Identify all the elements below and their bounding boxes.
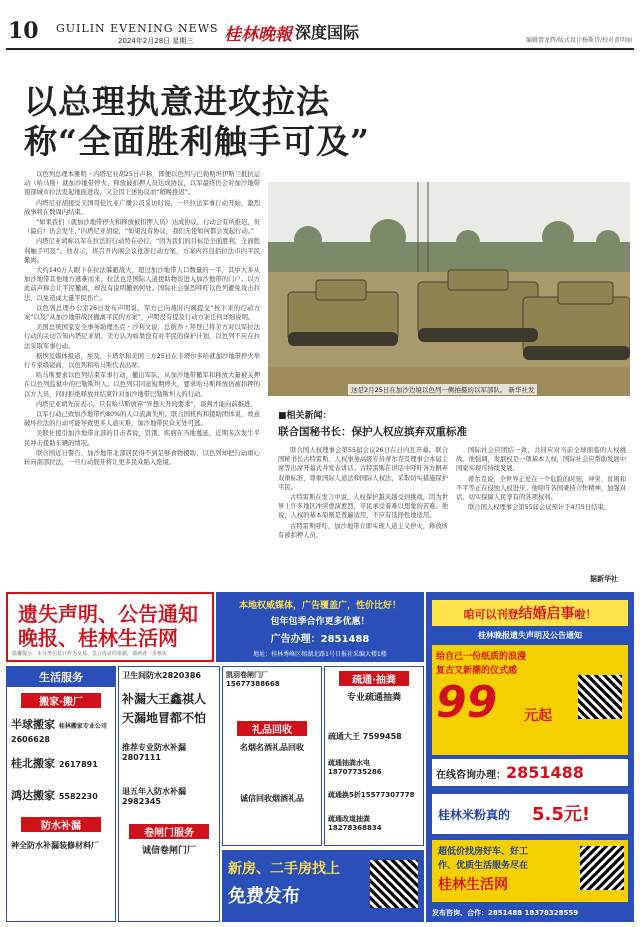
ad-col3-1: 凯羽卷闸门厂15677388668 (226, 671, 280, 688)
issue-date: 2024年2月28日 星期三 (118, 37, 194, 45)
ad-col2-1: 卫生间防水2820386 (122, 671, 201, 680)
headline-line-2: 称“全面胜利触手可及” (24, 122, 370, 161)
ad-center-address: 地址：桂林秀峰区榕湖北路1号日报社采编大楼1楼 (253, 651, 387, 658)
ad-waterproof-1: 神全防水补漏装修材料厂 (11, 841, 99, 850)
photo-caption: 这是2月25日在加沙边境以色列一侧拍摄的以军部队。 新华社发 (348, 384, 537, 395)
ad-lifenet-3: 桂林生活网 (438, 877, 508, 893)
paragraph: 以色列总理办公室26日发布声明说，军方已向战时内阁提交“按下来的行动方案”以及“从加沙地带战区撤离平民的方案”，声明没有提及行动方案任何详细说明。 (24, 304, 260, 322)
ad-center-line1: 本地权威媒体，广告覆盖广，性价比好！ (238, 601, 401, 611)
page-number: 10 (8, 18, 39, 44)
paragraph: 联合国近日警告，加沙地带北部居民得不到足够食物援助，以色列却把行动重心转向南部拉法，一旦行动展开将让更多民众陷入绝境。 (24, 449, 260, 467)
ad-lifenet-2: 作、优质生活服务尽在 (438, 861, 529, 871)
paragraph: 联合国人权理事会第55届会议26日在日内瓦开幕。联合国秘书长古特雷斯、人权事务高级专员蒂尔克及理事会本届主席等出席开幕式并发表讲话。古特雷斯在讲话中呼吁各方摒弃双重标准，尊重国际人道法和国际人权法，采取切实措施保护平民。 (278, 447, 448, 491)
qr-code-icon (580, 846, 624, 890)
paragraph: “如果我们（就加沙地带停火和释放被扣押人员）达成协议，行动会有所推迟，但（最后）仍会发生，”内塔尼亚胡说，“如果没有协议，我们无论如何都会发起行动。” (24, 219, 260, 236)
related-body-left (278, 446, 448, 582)
ad-doors-header: 卷闸门服务 (129, 824, 209, 839)
ad-moving-2 (7, 747, 115, 779)
paragraph: 内塔尼亚胡先前表示，只有哈马斯放弃“异想天开的要求”，谈判才能向前推进。 (36, 400, 257, 408)
headline-line-1: 以总理执意进攻拉法 (24, 82, 330, 121)
ad-housing-2: 免费发布 (228, 886, 300, 907)
ad-col2-5: 退五年入防水补漏2982345 (122, 787, 186, 806)
ad-center-phone: 广告办理：2851488 (270, 634, 370, 645)
paragraph: 以色列总理本雅明・内塔尼亚胡25日声称，即便以色列与巴勒斯坦伊斯兰抵抗运动（哈马斯）就加沙地带停火、释放被扣押人员达成协议，以军最终仍会对加沙地带南部城市拉法发起地面进攻，又会因上述协议而“稍晚推迟”。 (24, 171, 260, 197)
paragraph: 大约140万人眼下在拉法躲避战火，超过加沙地带人口数量的一半，其中大多从加沙地带其他地方逃难而来。拉法也是国际人道援助物资进入加沙地带的门户。以方此前声称会让平民撤离，却没有说明撤到何处。国际社会强烈呼吁以色列避免攻击拉法，以免造成大量平民伤亡。 (24, 267, 260, 302)
related-label: ■相关新闻： (278, 411, 332, 421)
ad-col2-3: 天漏地冒都不怕 (122, 711, 207, 725)
news-photo (268, 182, 630, 396)
tanks-illustration (268, 182, 630, 396)
ad-right-slogan: 桂林晚报遗失声明及公告通知 (478, 631, 582, 640)
paragraph: 以军行动已致加沙地带约80%的人口流离失所。联合国机构和援助团体说，故意破坏拉法的行动可能导致更多人道灾难，加沙地带民众无处可逃。 (24, 411, 260, 428)
paragraph: 美联社援引加沙地带北部的目击者说，饥饿、疾病在当地蔓延，近期多次发生平民冲击援助车辆的情况。 (24, 430, 260, 447)
section-title: 深度国际 (295, 23, 360, 42)
ad-lifenet-box (432, 840, 628, 902)
ad-lifenet-1: 超低价找房好车、好工 (438, 847, 529, 857)
ad-wedding-body (432, 645, 628, 755)
ad-banner-left (6, 592, 214, 662)
ad-moving-1-phone: 2606628 (11, 735, 50, 744)
related-source: 据新华社 (590, 575, 618, 583)
masthead-rule (6, 48, 634, 50)
ad-col4-3: 疏通抽粪水电18707735286 (328, 759, 382, 776)
paragraph: 蒂尔克说，全世界正处在一个危险的时刻，冲突、贫困和不平等正在侵蚀人权进步。他呼吁各国秉持合作精神，加强对话，切实保障人民享有的各项权利。 (456, 475, 626, 502)
ad-col3-2: 名烟名酒礼品回收 (240, 743, 304, 752)
ad-wedding-pre: 咱可以刊登 (463, 608, 519, 621)
ad-rice-price: 5.5元! (532, 804, 591, 825)
ad-wedding-title: 结婚启事 (518, 606, 575, 622)
paragraph: 古特雷斯呼吁，加沙地带立即实现人道主义停火，释放所有被扣押人员。 (278, 522, 448, 539)
ad-col-gifts (222, 666, 322, 846)
ad-price-big: 99 (436, 677, 498, 728)
ad-moving-1 (7, 714, 115, 747)
paragraph: 哈马斯要求以色列结束军事行动、撤出军队，从加沙地带撤军和释放大量被关押在以色列监狱中的巴勒斯坦人。以色列只同意短期停火，要求哈马斯释放仍被扣押的以方人员，同时拒绝释放并结束针对加沙地带巴勒斯坦人的行动。 (24, 372, 260, 398)
paragraph: 国际社会应团结一致，共同应对当前全球面临的人权挑战。他强调，发展权是一项基本人权，国际社会应帮助发展中国家实现可持续发展。 (456, 447, 626, 473)
ad-line1: 给自己一份纸质的浪漫 (436, 652, 527, 662)
paragraph: 联合国人权理事会第55届会议预计于4月5日结束。 (468, 504, 610, 512)
ad-line2: 复古又新潮的仪式感 (436, 666, 518, 676)
ad-housing-1: 新房、二手房找上 (228, 861, 340, 877)
paragraph: 据埃及媒体报道，埃及、卡塔尔和美国三方25日在卡塔尔多哈就加沙地带停火举行专家级磋商，以色列和哈马斯代表出席。 (24, 352, 260, 370)
ad-life-header: 生活服务 (7, 667, 115, 687)
ad-banner-title: 遗失声明、公告通知 (18, 602, 198, 626)
paragraph: 内塔尼亚胡接受美国哥伦比亚广播公司采访时说，一旦拉法军事行动开始，激烈战事将在数周内结束。 (24, 199, 260, 216)
ad-moving-1-sub: 桂林搬家专业公司 (58, 723, 107, 730)
ad-center-line2: 包年包季合作更多优惠！ (270, 617, 370, 627)
ad-wedding-header (432, 600, 628, 626)
paragraph: 内塔尼亚胡称以军在拉法的行动势在必行，“因为我们的目标是全面胜利，全面胜利触手可及”。他表示，将召开内阁会议批准行动方案，方案内容包括拉法市内平民撤离。 (24, 238, 260, 264)
ad-drain-header: 疏通·抽粪 (339, 671, 409, 686)
ad-col4-4: 疏通换5折15577307778 (328, 791, 415, 799)
paragraph: 美国总统国家安全事务助理杰克・沙利文说，总统乔・拜登已将美方对以军拉法行动的关切告知内塔尼亚胡。美方认为如果没有对平民的保护计划，以色列不应在拉法采取军事行动。 (24, 324, 260, 350)
ad-banner-note: 温馨提示：本分类信息只作为交易、签订协议的依据，请读者一步核实 (12, 651, 168, 657)
ad-rice-text: 桂林米粉真的 (438, 808, 511, 822)
article-body (24, 170, 260, 588)
ad-center-box (216, 592, 424, 662)
ad-moving-header: 搬家·搬厂 (21, 693, 101, 708)
paper-name: GUILIN EVENING NEWS (56, 22, 219, 35)
ad-banner-title-2: 晚报、桂林生活网 (18, 626, 178, 650)
ad-right-footer: 发布咨询、合作：2851488 18378328559 (432, 909, 579, 917)
related-title: 联合国秘书长：保护人权应摈弃双重标准 (278, 426, 467, 438)
ad-col-life (6, 666, 116, 922)
ad-moving-3-phone: 5582230 (58, 792, 98, 801)
ad-col2-2: 补漏大王鑫祺人 (122, 692, 207, 706)
ad-consult-phone: 2851488 (506, 763, 584, 782)
ad-col-waterproof (118, 666, 220, 922)
ad-col-drain (324, 666, 424, 846)
ad-moving-1-name: 半球搬家 (11, 718, 55, 731)
ad-housing-banner (222, 850, 424, 922)
ad-col3-3: 诚信回收烟酒礼品 (240, 794, 304, 803)
ad-col2-4: 推荐专业防水补漏2807111 (122, 743, 186, 762)
ad-col4-5: 疏通改道抽粪18278368834 (328, 815, 382, 832)
ad-moving-2-name: 桂北搬家 (11, 757, 55, 770)
ad-doors-1: 诚信卷闸门厂 (141, 846, 196, 856)
ad-waterproof-header: 防水补漏 (21, 817, 101, 832)
classified-ads (6, 592, 634, 922)
qr-code-icon (578, 675, 622, 719)
paper-logo: 桂林晚報 (224, 25, 292, 45)
ad-col4-2: 疏通大王 7599458 (328, 732, 402, 741)
related-body-right (456, 446, 626, 574)
ad-consult-box (432, 759, 628, 786)
ad-recycle-header: 礼品回收 (237, 721, 307, 736)
ad-price-unit: 元起 (524, 708, 552, 724)
ad-right-panel (426, 592, 634, 922)
ad-wedding-post: 啦！ (574, 608, 597, 621)
ad-moving-2-phone: 2617891 (58, 760, 98, 769)
ad-consult-label: 在线咨询办理： (436, 770, 506, 781)
ad-moving-3-name: 鸿达搬家 (11, 789, 55, 802)
ad-moving-3 (7, 779, 115, 811)
ad-col4-1: 专业疏通抽粪 (346, 693, 401, 703)
qr-code-icon (370, 860, 418, 908)
ad-rice-box (432, 794, 628, 834)
paragraph: 古特雷斯在发言中说，人权保护越来越受到挑战，因为世界上许多地区冲突愈演愈烈，平民承受着难以想象的苦难。他说，人权的基本原则是普遍适用，不应有选择性地适用。 (278, 494, 448, 520)
editor-credits: 编辑曾龙辉/版式设计杨斯诗/校对黄明丽 (525, 37, 632, 44)
